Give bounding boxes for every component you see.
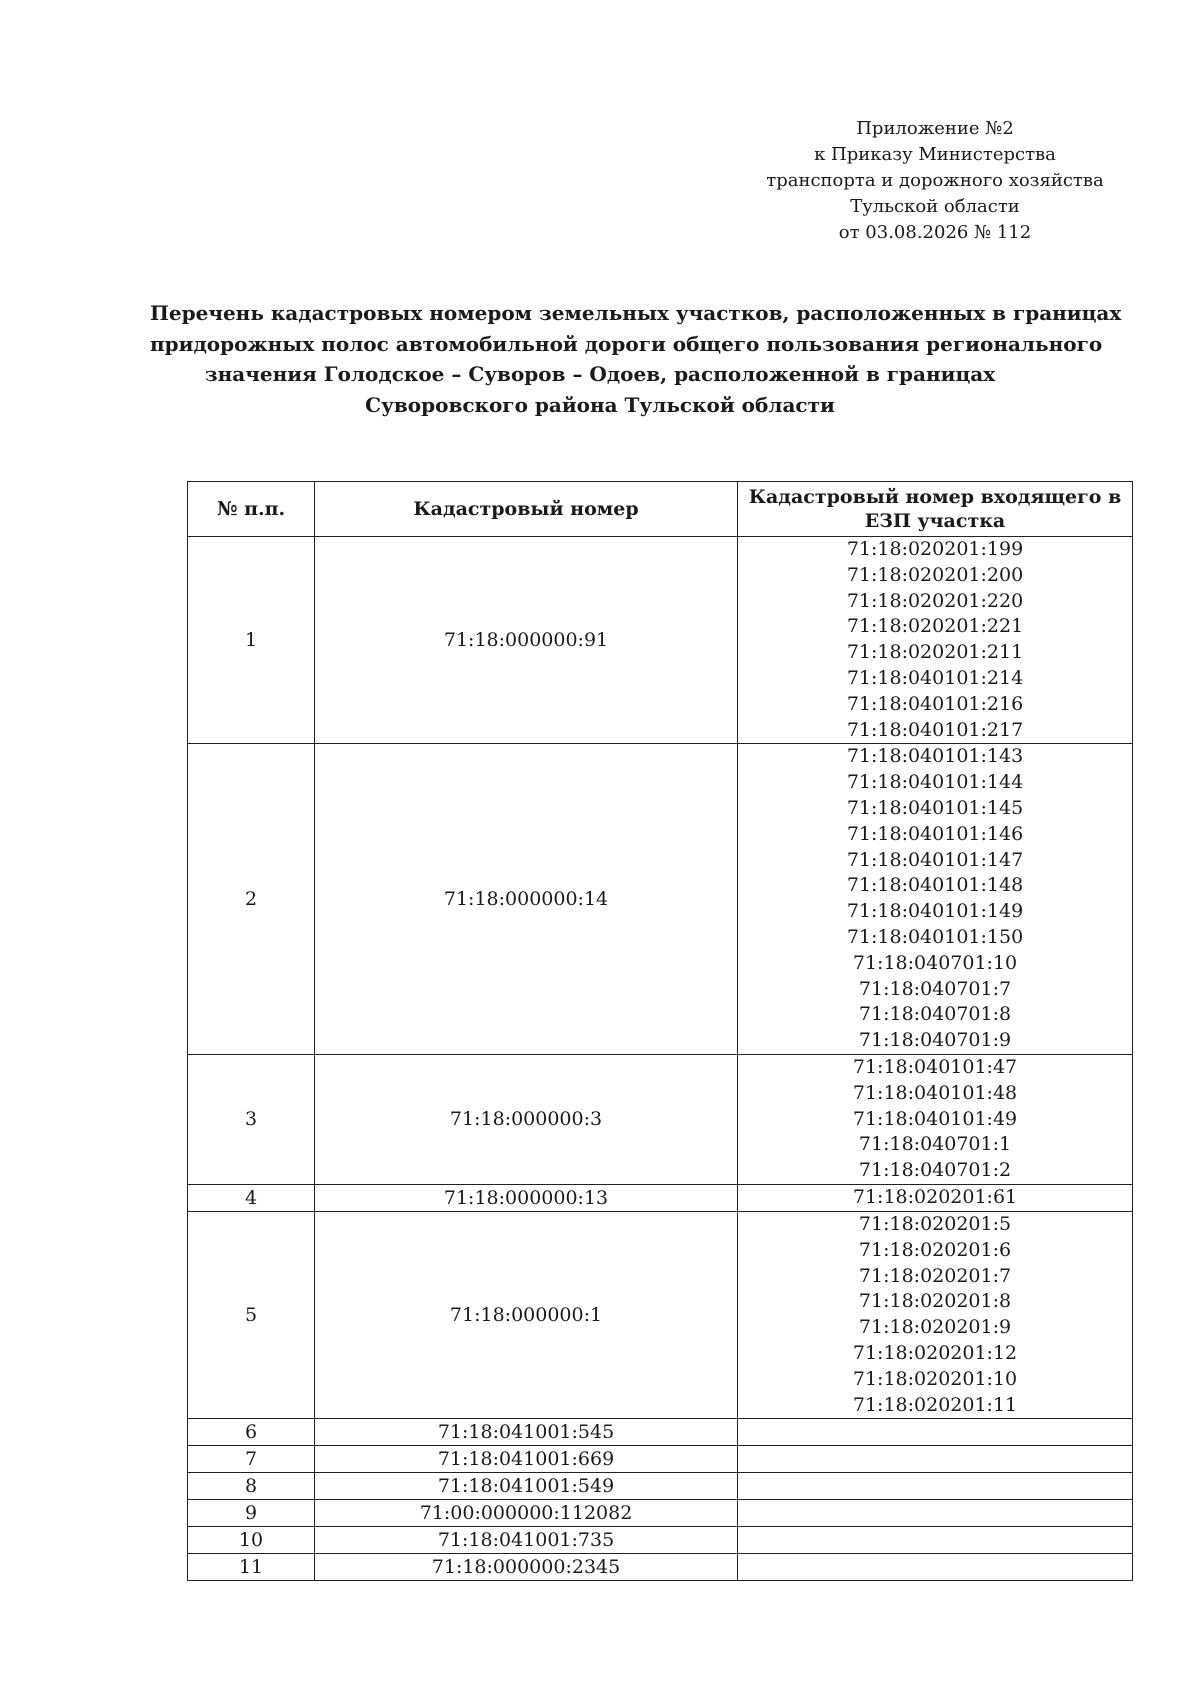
cadastral-number: 71:18:000000:3 [315,1054,738,1184]
table-row [188,1554,1133,1581]
ezp-number: 71:18:020201:61 [852,1186,1018,1209]
ezp-number: 71:18:040101:143 [846,745,1024,768]
row-number: 5 [188,1211,315,1418]
header-ezp-number: Кадастровый номер входящего в ЕЗП участка [738,482,1133,537]
ezp-number: 71:18:040101:148 [846,874,1024,897]
ezp-number: 71:18:020201:8 [858,1290,1012,1313]
title-line: значения Голодское – Суворов – Одоев, расположенной в границах [204,362,996,386]
ezp-number: 71:18:020201:200 [846,563,1024,586]
cadastral-number: 71:18:041001:669 [315,1446,738,1473]
ezp-number: 71:18:020201:11 [852,1393,1018,1416]
ezp-number: 71:18:020201:12 [852,1341,1018,1364]
table-row [188,1500,1133,1527]
table-body [188,537,1133,1581]
ezp-number: 71:18:040101:214 [846,666,1024,689]
document-title [150,298,1122,420]
appendix-line: Тульской области [850,196,1020,217]
table-row [188,1211,1133,1418]
ezp-number: 71:18:020201:10 [852,1367,1018,1390]
ezp-numbers-cell [738,1500,1133,1527]
ezp-number: 71:18:020201:9 [858,1316,1012,1339]
cadastral-number: 71:18:041001:549 [315,1473,738,1500]
cadastral-number: 71:00:000000:112082 [315,1500,738,1527]
ezp-numbers-cell [738,1054,1133,1184]
row-number: 10 [188,1527,315,1554]
ezp-number: 71:18:040701:7 [858,977,1012,1000]
ezp-numbers-cell [738,1211,1133,1418]
row-number: 1 [188,537,315,744]
ezp-numbers-cell [738,1184,1133,1211]
ezp-number: 71:18:040701:2 [858,1159,1012,1182]
row-number: 4 [188,1184,315,1211]
ezp-numbers-cell [738,1446,1133,1473]
ezp-number: 71:18:020201:220 [846,589,1024,612]
ezp-numbers-cell [738,1554,1133,1581]
row-number: 7 [188,1446,315,1473]
ezp-number: 71:18:040101:144 [846,771,1024,794]
ezp-number: 71:18:020201:7 [858,1264,1012,1287]
ezp-number: 71:18:040701:9 [858,1029,1012,1052]
row-number: 6 [188,1419,315,1446]
ezp-number: 71:18:020201:6 [858,1238,1012,1261]
cadastral-number: 71:18:000000:2345 [315,1554,738,1581]
ezp-numbers-cell [738,1473,1133,1500]
table-row [188,1473,1133,1500]
table-row [188,1419,1133,1446]
ezp-number: 71:18:040701:1 [858,1133,1012,1156]
row-number: 11 [188,1554,315,1581]
table-row [188,537,1133,744]
table-header-row [188,482,1133,537]
cadastral-number: 71:18:000000:1 [315,1211,738,1418]
ezp-numbers-cell [738,537,1133,744]
ezp-number: 71:18:020201:5 [858,1212,1012,1235]
row-number: 8 [188,1473,315,1500]
cadastral-number: 71:18:041001:735 [315,1527,738,1554]
table-row [188,1446,1133,1473]
row-number: 9 [188,1500,315,1527]
table-row [188,1527,1133,1554]
cadastral-number: 71:18:041001:545 [315,1419,738,1446]
appendix-block [735,116,1135,246]
ezp-number: 71:18:040101:47 [852,1055,1018,1078]
title-line: придорожных полос автомобильной дороги общего пользования регионального [150,331,1103,356]
ezp-number: 71:18:020201:221 [846,615,1024,638]
ezp-number: 71:18:040101:146 [846,822,1024,845]
ezp-number: 71:18:020201:199 [846,538,1024,560]
cadastral-number: 71:18:000000:14 [315,744,738,1055]
ezp-number: 71:18:040701:8 [858,1003,1012,1026]
ezp-number: 71:18:040101:216 [846,692,1024,715]
ezp-number: 71:18:040101:149 [846,900,1024,923]
row-number: 2 [188,744,315,1055]
table-row [188,744,1133,1055]
ezp-number: 71:18:040101:147 [846,848,1024,871]
appendix-line: транспорта и дорожного хозяйства [766,170,1104,191]
ezp-numbers-cell [738,744,1133,1055]
ezp-numbers-cell [738,1419,1133,1446]
appendix-line: от 03.08.2026 № 112 [838,222,1032,243]
table-row [188,1184,1133,1211]
table-row [188,1054,1133,1184]
ezp-number: 71:18:040101:150 [846,925,1024,948]
title-line: Перечень кадастровых номером земельных участков, расположенных в границах [150,301,1122,325]
ezp-number: 71:18:040101:48 [852,1081,1018,1104]
ezp-number: 71:18:040101:217 [846,718,1024,741]
appendix-line: Приложение №2 [856,118,1014,139]
ezp-numbers-cell [738,1527,1133,1554]
appendix-line: к Приказу Министерства [814,144,1056,165]
header-number: № п.п. [188,482,315,537]
title-line: Суворовского района Тульской области [365,392,835,417]
row-number: 3 [188,1054,315,1184]
cadastral-number: 71:18:000000:91 [315,537,738,744]
header-cadastral-number: Кадастровый номер [315,482,738,537]
ezp-number: 71:18:040101:49 [852,1107,1018,1130]
ezp-number: 71:18:040701:10 [852,951,1018,974]
ezp-number: 71:18:020201:211 [846,641,1024,664]
cadastral-number: 71:18:000000:13 [315,1184,738,1211]
cadastral-table [187,481,1133,1581]
ezp-number: 71:18:040101:145 [846,796,1024,819]
